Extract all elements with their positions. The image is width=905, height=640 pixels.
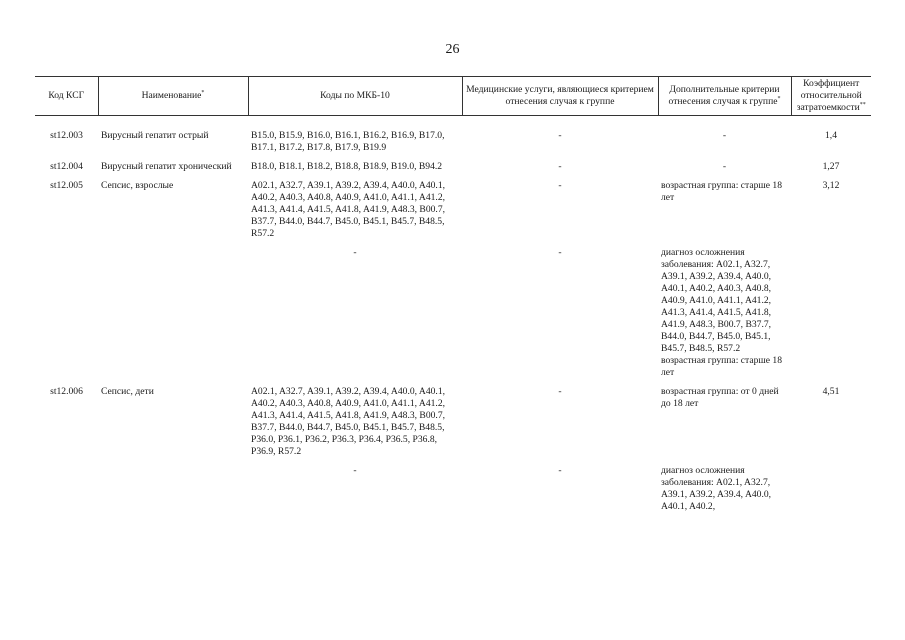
header-name-footnote-mark: *: [201, 89, 205, 96]
page-number: 26: [445, 42, 460, 57]
mkb-codes: A02.1, A32.7, A39.1, A39.2, A39.4, A40.0, A40.1, A40.2, A40.3, A40.8, A40.9, A41.0, A41.1, A41.2, A41.3, A41.4, A41.5, A41.8, A41.9, A48.3, B00.7, B37.7, B44.0, B44.7, B45.0, B45.1, B45.7, B48.5, R57.2: [251, 180, 446, 239]
coefficient-cell: 1,27: [822, 161, 840, 172]
ksg-code: [35, 247, 98, 386]
ksg-code: st12.004: [50, 161, 83, 172]
criteria-cell: возрастная группа: от 0 дней до 18 лет: [661, 386, 779, 409]
ksg-name: Сепсис, дети: [101, 386, 154, 397]
criteria-cell: -: [722, 130, 727, 141]
criteria-cell: возрастная группа: старше 18 лет: [661, 180, 783, 203]
header-coef-footnote-mark: **: [859, 101, 866, 108]
table-header-row: [35, 77, 871, 116]
criteria-cell: [658, 247, 791, 386]
coefficient-cell: 3,12: [822, 180, 840, 191]
header-services: Медицинские услуги, являющиеся критерием отнесения случая к группе: [462, 77, 658, 116]
services-cell: -: [558, 180, 562, 191]
services-cell: -: [558, 386, 562, 397]
coefficient-cell: [791, 247, 871, 386]
coefficient-cell: [791, 465, 871, 513]
mkb-codes: A02.1, A32.7, A39.1, A39.2, A39.4, A40.0, A40.1, A40.2, A40.3, A40.8, A40.9, A41.0, A41.1, A41.2, A41.3, A41.4, A41.5, A41.8, A41.9, A48.3, B00.7, B37.7, B44.0, B44.7, B45.0, B45.1, B45.7, B48.5, P36.0, P36.1, P36.2, P36.3, P36.4, P36.5, P36.8, P36.9, R57.2: [251, 386, 446, 457]
services-cell: -: [558, 247, 562, 258]
header-coef: Коэффициент относительной затратоемкости**: [791, 77, 871, 116]
table-row: [35, 161, 871, 180]
ksg-code: st12.005: [50, 180, 83, 191]
ksg-code: st12.003: [50, 130, 83, 141]
mkb-codes: B18.0, B18.1, B18.2, B18.8, B18.9, B19.0, B94.2: [251, 161, 443, 172]
ksg-table: [35, 76, 871, 513]
header-criteria: Дополнительные критерии отнесения случая к группе*: [658, 77, 791, 116]
mkb-codes: B15.0, B15.9, B16.0, B16.1, B16.2, B16.9, B17.0, B17.1, B17.2, B17.8, B17.9, B19.9: [251, 130, 445, 153]
ksg-code: [35, 465, 98, 513]
table-row: [35, 247, 871, 386]
criteria-cell: диагноз осложнения заболевания: A02.1, A32.7, A39.1, A39.2, A39.4, A40.0, A40.1, A40.2,: [661, 465, 772, 512]
ksg-name: [98, 247, 248, 386]
header-criteria-footnote-mark: *: [777, 95, 781, 102]
header-code: Код КСГ: [35, 77, 98, 116]
services-cell: -: [558, 465, 562, 476]
ksg-name: Вирусный гепатит хронический: [101, 161, 232, 172]
header-name: Наименование*: [98, 77, 248, 116]
table-row: [35, 180, 871, 247]
services-cell: -: [558, 130, 562, 141]
ksg-name: Вирусный гепатит острый: [101, 130, 209, 141]
complication-criteria: диагноз осложнения заболевания: A02.1, A32.7, A39.1, A39.2, A39.4, A40.0, A40.1, A40.2, A40.3, A40.8, A40.9, A41.0, A41.1, A41.2, A41.3, A41.4, A41.5, A41.8, A41.9, A48.3, B00.7, B37.7, B44.0, B44.7, B45.0, B45.1, B45.7, B48.5, R57.2: [661, 247, 772, 354]
coefficient-cell: 1,4: [825, 130, 837, 141]
mkb-codes: -: [353, 247, 357, 258]
ksg-name: [98, 465, 248, 513]
table-row: [35, 386, 871, 465]
header-mkb: Коды по МКБ-10: [248, 77, 462, 116]
age-criteria: возрастная группа: старше 18 лет: [661, 355, 783, 378]
criteria-cell: -: [722, 161, 727, 172]
mkb-codes: -: [353, 465, 357, 476]
ksg-code: st12.006: [50, 386, 83, 397]
services-cell: -: [558, 161, 562, 172]
table-row: [35, 130, 871, 161]
coefficient-cell: 4,51: [822, 386, 840, 397]
ksg-name: Сепсис, взрослые: [101, 180, 174, 191]
table-row: [35, 465, 871, 513]
